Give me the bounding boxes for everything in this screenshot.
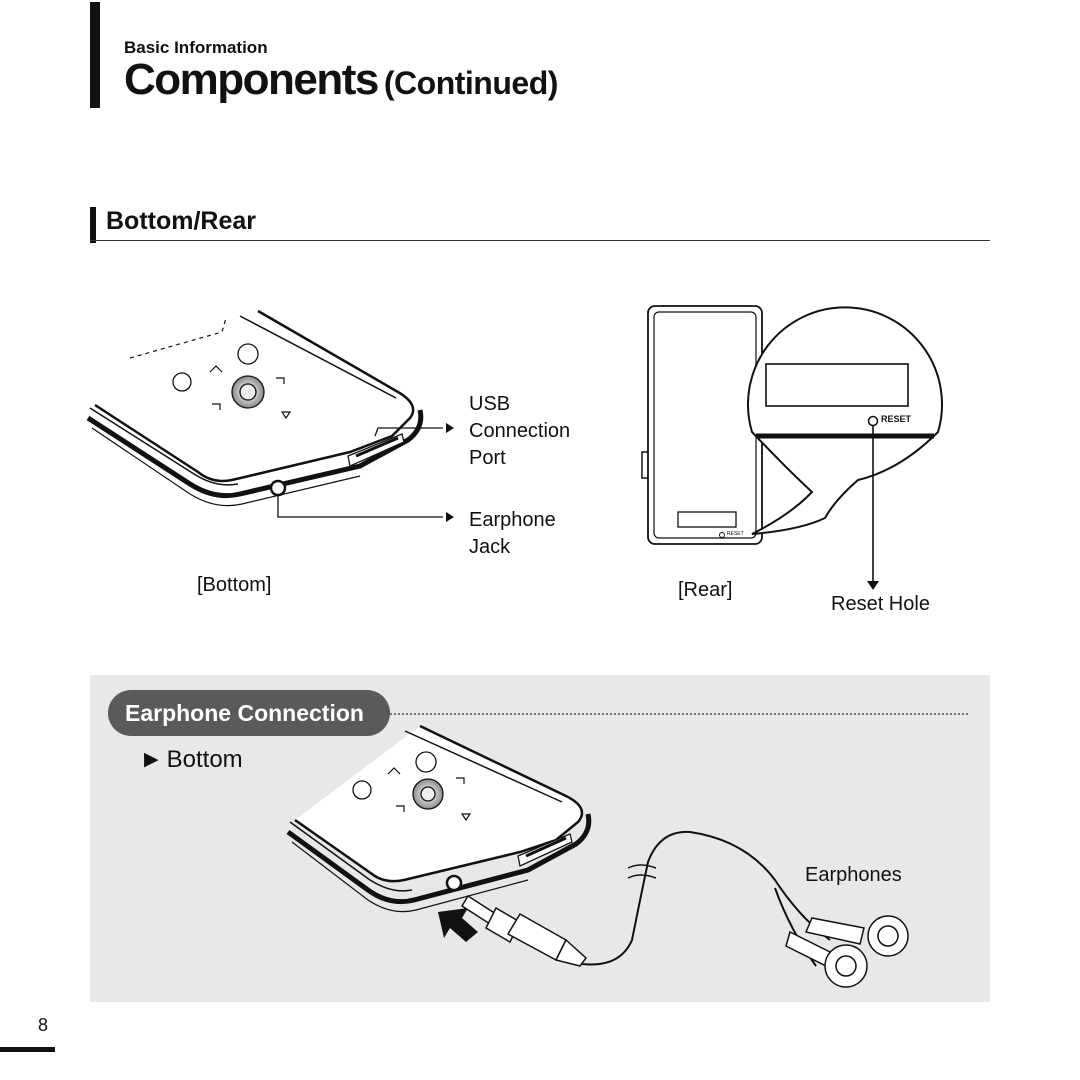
usb-connection-port-label: USB Connection Port: [469, 393, 571, 469]
page-number-rule: [0, 1047, 55, 1052]
section-label: Basic Information: [124, 38, 268, 57]
subsection-title: Bottom/Rear: [106, 207, 257, 235]
reset-mark-large: RESET: [881, 414, 912, 424]
player-bottom-illustration: [88, 311, 454, 522]
player-rear-illustration: [642, 306, 942, 590]
earphone-connection-badge: Earphone Connection: [108, 690, 390, 736]
rear-caption: [Rear]: [678, 579, 733, 601]
earphone-connection-illustration: [288, 726, 908, 987]
reset-hole-label: Reset Hole: [831, 593, 930, 615]
earphone-plug: [462, 896, 586, 966]
earbud-icon: [786, 916, 908, 987]
page-title-suffix: (Continued): [383, 65, 558, 101]
earphone-jack: [271, 481, 285, 495]
bottom-view-label: ▶ Bottom: [144, 746, 243, 773]
page-title-main: Components: [124, 55, 378, 104]
earphones-label: Earphones: [805, 864, 902, 886]
earphone-jack-label: Earphone Jack: [469, 509, 556, 558]
page-number: 8: [38, 1015, 49, 1035]
bottom-caption: [Bottom]: [197, 574, 272, 596]
triangle-right-icon: ▶: [144, 749, 159, 770]
dotted-divider: [390, 713, 968, 715]
magnifier-bubble: [748, 307, 942, 534]
reset-mark-small: RESET: [727, 531, 744, 537]
